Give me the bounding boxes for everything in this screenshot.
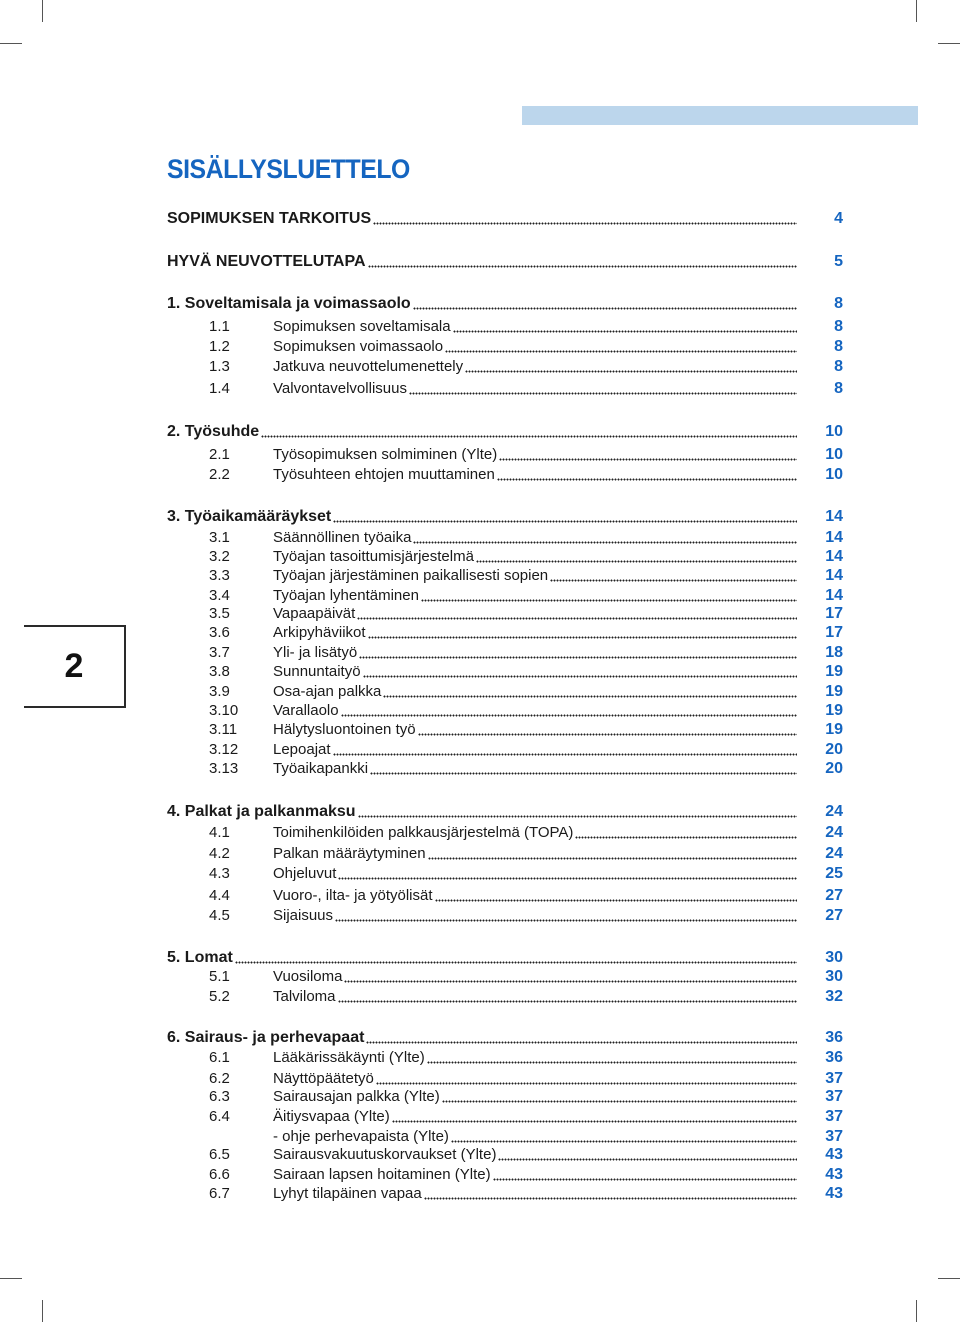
dot-leader bbox=[413, 307, 797, 310]
toc-entry-label: Työajan tasoittumisjärjestelmä bbox=[273, 548, 474, 565]
toc-entry-number: 3.4 bbox=[209, 587, 230, 604]
toc-entry-page: 19 bbox=[825, 683, 843, 700]
toc-entry-number: 2.1 bbox=[209, 446, 230, 463]
toc-entry-number: 3.12 bbox=[209, 741, 239, 758]
toc-entry[interactable] bbox=[167, 336, 843, 356]
dot-leader bbox=[413, 541, 797, 544]
toc-entry[interactable] bbox=[167, 986, 843, 1006]
toc-entry[interactable] bbox=[167, 700, 843, 720]
toc-entry[interactable] bbox=[167, 378, 843, 398]
toc-entry-page: 8 bbox=[834, 318, 843, 335]
toc-entry-page: 8 bbox=[834, 358, 843, 375]
toc-entry[interactable] bbox=[167, 739, 843, 759]
toc-entry-label: Arkipyhäviikot bbox=[273, 624, 366, 641]
toc-entry-label: Säännöllinen työaika bbox=[273, 529, 412, 546]
toc-entry[interactable] bbox=[167, 316, 843, 336]
dot-leader bbox=[427, 1061, 797, 1064]
toc-entry-page: 37 bbox=[825, 1128, 843, 1145]
toc-entry-number: 6.2 bbox=[209, 1070, 230, 1087]
dot-leader bbox=[235, 961, 797, 964]
page-title: SISÄLLYSLUETTELO bbox=[167, 154, 410, 184]
toc-entry-page: 43 bbox=[825, 1166, 843, 1183]
toc-entry[interactable] bbox=[167, 506, 843, 526]
dot-leader bbox=[341, 714, 797, 717]
toc-entry-label: Työsuhteen ehtojen muuttaminen bbox=[273, 466, 495, 483]
toc-entry[interactable] bbox=[167, 1086, 843, 1106]
dot-leader bbox=[442, 1100, 797, 1103]
toc-entry-number: 6.5 bbox=[209, 1146, 230, 1163]
toc-entry[interactable] bbox=[167, 603, 843, 623]
toc-entry-label: Työsopimuksen solmiminen (Ylte) bbox=[273, 446, 498, 463]
dot-leader bbox=[499, 458, 797, 461]
toc-entry[interactable] bbox=[167, 1183, 843, 1203]
dot-leader bbox=[344, 980, 797, 983]
toc-entry-page: 30 bbox=[825, 949, 843, 966]
toc-entry[interactable] bbox=[167, 843, 843, 863]
toc-entry-label: Lepoajat bbox=[273, 741, 331, 758]
toc-entry-label: Vuoro-, ilta- ja yötyölisät bbox=[273, 887, 433, 904]
toc-entry[interactable] bbox=[167, 966, 843, 986]
toc-entry-label: Osa-ajan palkka bbox=[273, 683, 382, 700]
toc-entry[interactable] bbox=[167, 1047, 843, 1067]
toc-entry-page: 18 bbox=[825, 644, 843, 661]
toc-entry-page: 8 bbox=[834, 338, 843, 355]
dot-leader bbox=[451, 1140, 797, 1143]
dot-leader bbox=[476, 560, 797, 563]
toc-entry[interactable] bbox=[167, 801, 843, 821]
toc-entry-page: 20 bbox=[825, 760, 843, 777]
toc-entry[interactable] bbox=[167, 1126, 843, 1146]
toc-entry-number: 1.3 bbox=[209, 358, 230, 375]
toc-entry-label: Sairaan lapsen hoitaminen (Ylte) bbox=[273, 1166, 491, 1183]
toc-entry-number: 2.2 bbox=[209, 466, 230, 483]
dot-leader bbox=[428, 857, 797, 860]
dot-leader bbox=[409, 392, 797, 395]
toc-entry-page: 14 bbox=[825, 529, 843, 546]
dot-leader bbox=[392, 1120, 797, 1123]
toc-entry-label: Jatkuva neuvottelumenettely bbox=[273, 358, 464, 375]
toc-entry-label: Lääkärissäkäynti (Ylte) bbox=[273, 1049, 425, 1066]
toc-entry-page: 10 bbox=[825, 423, 843, 440]
toc-entry-label: Sairausvakuutuskorvaukset (Ylte) bbox=[273, 1146, 497, 1163]
toc-entry[interactable] bbox=[167, 1144, 843, 1164]
dot-leader bbox=[445, 350, 797, 353]
dot-leader bbox=[575, 836, 797, 839]
toc-entry-label: Sijaisuus bbox=[273, 907, 334, 924]
toc-entry[interactable] bbox=[167, 585, 843, 605]
toc-entry-number: 4.4 bbox=[209, 887, 230, 904]
toc-entry-page: 43 bbox=[825, 1185, 843, 1202]
dot-leader bbox=[333, 753, 797, 756]
dot-leader bbox=[333, 520, 797, 523]
toc-entry[interactable] bbox=[167, 1068, 843, 1088]
toc-entry-page: 43 bbox=[825, 1146, 843, 1163]
toc-entry-page: 30 bbox=[825, 968, 843, 985]
dot-leader bbox=[366, 1041, 797, 1044]
toc-entry-label: 3. Työaikamääräykset bbox=[167, 508, 332, 525]
toc-entry-number: 3.6 bbox=[209, 624, 230, 641]
chapter-number: 2 bbox=[64, 647, 84, 685]
toc-entry-page: 37 bbox=[825, 1070, 843, 1087]
toc-entry-number: 1.1 bbox=[209, 318, 230, 335]
toc-entry-label: Sopimuksen soveltamisala bbox=[273, 318, 451, 335]
toc-entry-page: 37 bbox=[825, 1108, 843, 1125]
toc-entry-number: 3.9 bbox=[209, 683, 230, 700]
toc-entry-number: 1.4 bbox=[209, 380, 230, 397]
toc-entry-label: Sunnuntaityö bbox=[273, 663, 361, 680]
toc-entry-page: 5 bbox=[834, 253, 843, 270]
toc-entry-number: 4.1 bbox=[209, 824, 230, 841]
toc-entry[interactable] bbox=[167, 565, 843, 585]
toc-entry[interactable] bbox=[167, 1164, 843, 1184]
toc-entry-label: Sopimuksen voimassaolo bbox=[273, 338, 444, 355]
toc-entry-number: 3.13 bbox=[209, 760, 239, 777]
toc-entry-label: Valvontavelvollisuus bbox=[273, 380, 407, 397]
toc-entry-label: 4. Palkat ja palkanmaksu bbox=[167, 803, 356, 820]
toc-entry[interactable] bbox=[167, 822, 843, 842]
toc-entry-page: 19 bbox=[825, 663, 843, 680]
toc-entry[interactable] bbox=[167, 251, 843, 271]
toc-entry-page: 17 bbox=[825, 605, 843, 622]
dot-leader bbox=[359, 656, 797, 659]
toc-entry[interactable] bbox=[167, 208, 843, 228]
toc-entry-label: Yli- ja lisätyö bbox=[273, 644, 358, 661]
toc-entry[interactable] bbox=[167, 661, 843, 681]
toc-entry[interactable] bbox=[167, 863, 843, 883]
toc-entry-page: 27 bbox=[825, 907, 843, 924]
toc-entry-label: Talviloma bbox=[273, 988, 336, 1005]
toc-entry-label: 6. Sairaus- ja perhevapaat bbox=[167, 1029, 365, 1046]
dot-leader bbox=[338, 1000, 797, 1003]
toc-entry-label: Näyttöpäätetyö bbox=[273, 1070, 374, 1087]
toc-entry-label: Vuosiloma bbox=[273, 968, 343, 985]
dot-leader bbox=[358, 815, 797, 818]
dot-leader bbox=[498, 1158, 797, 1161]
toc-entry-number: 4.2 bbox=[209, 845, 230, 862]
toc-entry-number: 6.1 bbox=[209, 1049, 230, 1066]
toc-entry-page: 10 bbox=[825, 446, 843, 463]
toc-entry-page: 27 bbox=[825, 887, 843, 904]
toc-entry[interactable] bbox=[167, 444, 843, 464]
dot-leader bbox=[368, 265, 797, 268]
toc-entry-page: 20 bbox=[825, 741, 843, 758]
toc-entry-number: 6.4 bbox=[209, 1108, 230, 1125]
toc-entry-label: Työaikapankki bbox=[273, 760, 369, 777]
toc-entry-page: 4 bbox=[834, 210, 843, 227]
toc-entry[interactable] bbox=[167, 642, 843, 662]
toc-entry-page: 14 bbox=[825, 548, 843, 565]
dot-leader bbox=[550, 579, 797, 582]
toc-entry-page: 8 bbox=[834, 295, 843, 312]
toc-entry-label: 5. Lomat bbox=[167, 949, 233, 966]
toc-entry-number: 6.6 bbox=[209, 1166, 230, 1183]
toc-entry-page: 25 bbox=[825, 865, 843, 882]
toc-entry[interactable] bbox=[167, 421, 843, 441]
dot-leader bbox=[368, 636, 797, 639]
toc-entry[interactable] bbox=[167, 758, 843, 778]
toc-entry-page: 14 bbox=[825, 567, 843, 584]
toc-entry-label: Hälytysluontoinen työ bbox=[273, 721, 416, 738]
toc-entry-number: 4.3 bbox=[209, 865, 230, 882]
toc-entry[interactable] bbox=[167, 356, 843, 376]
dot-leader bbox=[493, 1178, 797, 1181]
toc-entry[interactable] bbox=[167, 905, 843, 925]
toc-entry-number: 1.2 bbox=[209, 338, 230, 355]
toc-entry-page: 14 bbox=[825, 587, 843, 604]
toc-entry-page: 36 bbox=[825, 1049, 843, 1066]
toc-entry-number: 3.11 bbox=[209, 721, 238, 738]
toc-entry-label: Vapaapäivät bbox=[273, 605, 356, 622]
dot-leader bbox=[383, 695, 797, 698]
toc-entry[interactable] bbox=[167, 947, 843, 967]
toc-entry-number: 4.5 bbox=[209, 907, 230, 924]
dot-leader bbox=[418, 733, 797, 736]
toc-entry-page: 8 bbox=[834, 380, 843, 397]
dot-leader bbox=[363, 675, 797, 678]
toc-entry-label: Työajan lyhentäminen bbox=[273, 587, 419, 604]
toc-entry-label: Varallaolo bbox=[273, 702, 339, 719]
toc-entry-number: 5.1 bbox=[209, 968, 230, 985]
toc-entry-page: 19 bbox=[825, 702, 843, 719]
toc-entry-label: - ohje perhevapaista (Ylte) bbox=[273, 1128, 449, 1145]
dot-leader bbox=[357, 617, 797, 620]
toc-entry[interactable] bbox=[167, 1027, 843, 1047]
dot-leader bbox=[370, 772, 797, 775]
toc-entry-page: 17 bbox=[825, 624, 843, 641]
toc-entry-number: 3.8 bbox=[209, 663, 230, 680]
toc-entry[interactable] bbox=[167, 622, 843, 642]
toc-entry-number: 3.5 bbox=[209, 605, 230, 622]
dot-leader bbox=[453, 330, 797, 333]
toc-entry-label: Työajan järjestäminen paikallisesti sopien bbox=[273, 567, 549, 584]
dot-leader bbox=[261, 435, 797, 438]
toc-entry-number: 3.1 bbox=[209, 529, 230, 546]
toc-entry-number: 3.10 bbox=[209, 702, 239, 719]
toc-entry-label: 1. Soveltamisala ja voimassaolo bbox=[167, 295, 411, 312]
toc-entry-label: Toimihenkilöiden palkkausjärjestelmä (TOPA) bbox=[273, 824, 574, 841]
toc-entry-page: 14 bbox=[825, 508, 843, 525]
toc-entry[interactable] bbox=[167, 546, 843, 566]
toc-entry-page: 37 bbox=[825, 1088, 843, 1105]
dot-leader bbox=[335, 919, 797, 922]
toc-entry[interactable] bbox=[167, 885, 843, 905]
toc-entry-label: SOPIMUKSEN TARKOITUS bbox=[167, 210, 372, 227]
dot-leader bbox=[435, 899, 797, 902]
toc-entry-number: 3.7 bbox=[209, 644, 230, 661]
dot-leader bbox=[421, 599, 797, 602]
toc-entry-page: 24 bbox=[825, 824, 843, 841]
toc-entry-page: 24 bbox=[825, 803, 843, 820]
toc-entry-label: 2. Työsuhde bbox=[167, 423, 260, 440]
toc-entry[interactable] bbox=[167, 464, 843, 484]
toc-entry-label: Äitiysvapaa (Ylte) bbox=[273, 1108, 390, 1125]
toc-entry-number: 5.2 bbox=[209, 988, 230, 1005]
toc-entry[interactable] bbox=[167, 527, 843, 547]
toc-entry-page: 32 bbox=[825, 988, 843, 1005]
toc-entry-number: 6.3 bbox=[209, 1088, 230, 1105]
toc-entry-page: 36 bbox=[825, 1029, 843, 1046]
toc-entry-page: 10 bbox=[825, 466, 843, 483]
dot-leader bbox=[376, 1082, 797, 1085]
toc-entry-number: 3.2 bbox=[209, 548, 230, 565]
dot-leader bbox=[373, 222, 797, 225]
dot-leader bbox=[497, 478, 797, 481]
toc-entry-label: HYVÄ NEUVOTTELUTAPA bbox=[167, 253, 366, 270]
dot-leader bbox=[424, 1197, 797, 1200]
toc-entry-label: Ohjeluvut bbox=[273, 865, 337, 882]
toc-entry-number: 6.7 bbox=[209, 1185, 230, 1202]
dot-leader bbox=[338, 877, 797, 880]
toc-entry-label: Sairausajan palkka (Ylte) bbox=[273, 1088, 440, 1105]
toc-entry-page: 19 bbox=[825, 721, 843, 738]
toc-entry-label: Palkan määräytyminen bbox=[273, 845, 426, 862]
toc-entry[interactable] bbox=[167, 681, 843, 701]
toc-entry[interactable] bbox=[167, 719, 843, 739]
toc-entry-label: Lyhyt tilapäinen vapaa bbox=[273, 1185, 422, 1202]
toc-entry-page: 24 bbox=[825, 845, 843, 862]
toc-entry[interactable] bbox=[167, 293, 843, 313]
toc-entry[interactable] bbox=[167, 1106, 843, 1126]
toc-entry-number: 3.3 bbox=[209, 567, 230, 584]
dot-leader bbox=[465, 370, 797, 373]
